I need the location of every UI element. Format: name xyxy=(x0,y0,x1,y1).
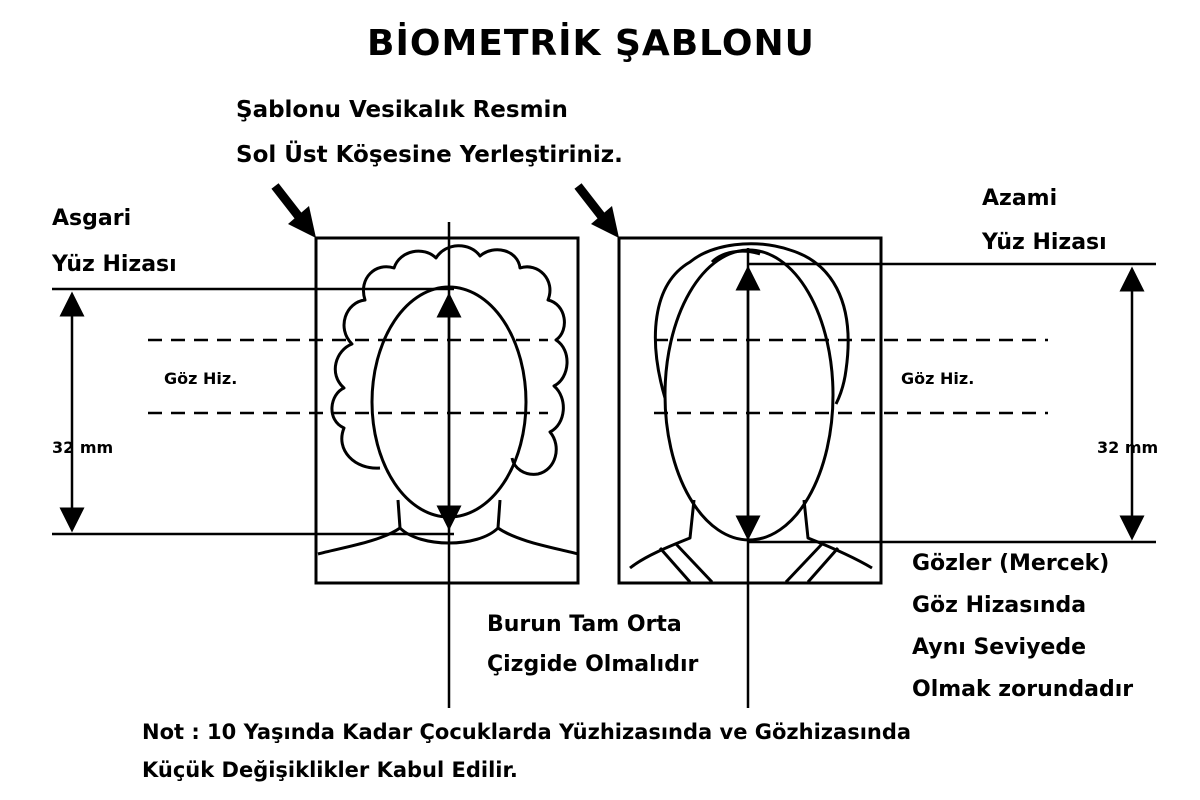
min-face-label-line-1: Asgari xyxy=(52,206,132,231)
photo-frame-right xyxy=(619,238,881,583)
eyes-note-line-2: Göz Hizasında xyxy=(912,593,1087,618)
eyes-note-line-3: Aynı Seviyede xyxy=(912,635,1087,660)
eye-level-label-left: Göz Hiz. xyxy=(164,369,238,388)
eyes-note-line-1: Gözler (Mercek) xyxy=(912,551,1110,576)
eye-level-label-right: Göz Hiz. xyxy=(901,369,975,388)
min-face-label-line-2: Yüz Hizası xyxy=(52,252,177,277)
footer-note-line-2: Küçük Değişiklikler Kabul Edilir. xyxy=(142,758,518,782)
footer-note-line-1: Not : 10 Yaşında Kadar Çocuklarda Yüzhizasında ve Gözhizasında xyxy=(142,720,912,744)
max-face-label-line-2: Yüz Hizası xyxy=(982,230,1107,255)
page-title: BİOMETRİK ŞABLONU xyxy=(367,23,815,64)
eyes-note-line-4: Olmak zorundadır xyxy=(912,677,1134,702)
nose-note-line-1: Burun Tam Orta xyxy=(487,612,682,637)
instruction-line-1: Şablonu Vesikalık Resmin xyxy=(236,97,568,123)
instruction-line-2: Sol Üst Köşesine Yerleştiriniz. xyxy=(236,142,623,168)
max-face-label-line-1: Azami xyxy=(982,186,1058,211)
measure-label-right: 32 mm xyxy=(1097,438,1159,457)
pointer-arrow-right xyxy=(578,186,619,238)
nose-note-line-2: Çizgide Olmalıdır xyxy=(487,652,699,677)
pointer-arrow-left xyxy=(275,186,316,238)
measure-label-left: 32 mm xyxy=(52,438,114,457)
